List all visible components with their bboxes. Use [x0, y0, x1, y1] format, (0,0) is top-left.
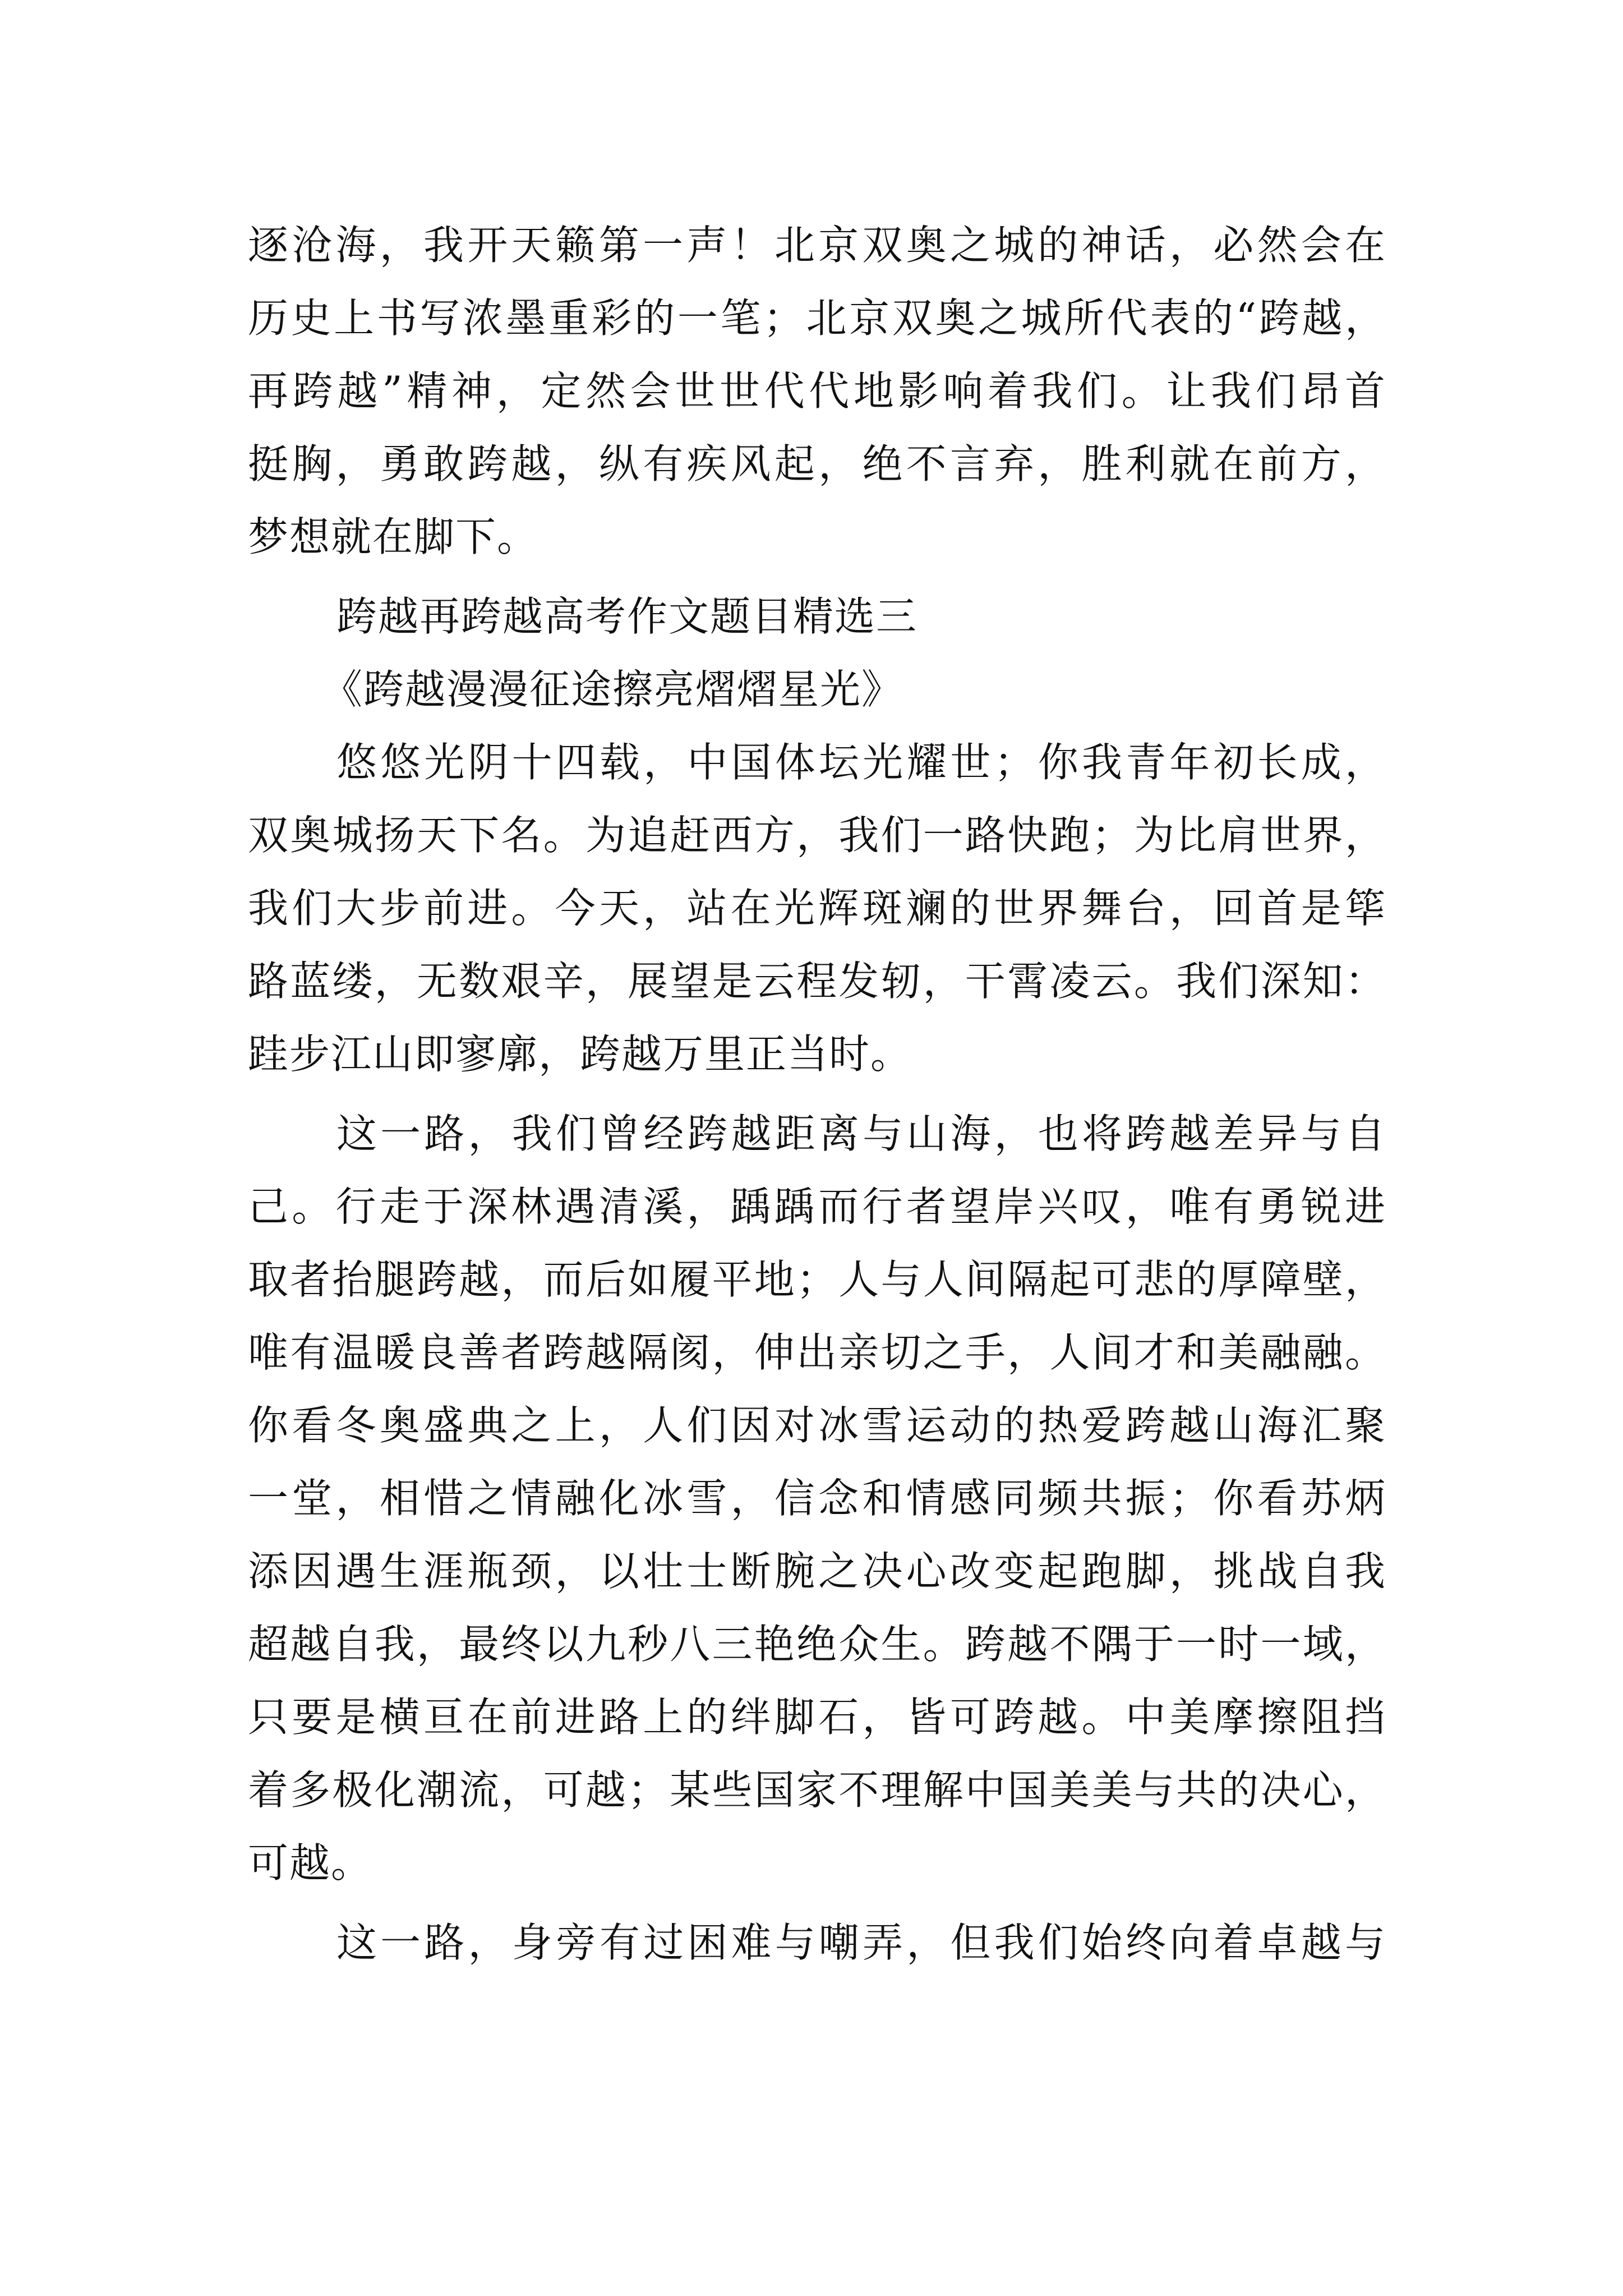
- text-line: 我们大步前进。今天，站在光辉斑斓的世界舞台，回首是筚: [248, 885, 1386, 932]
- paragraph: [248, 726, 1386, 1091]
- paragraph: [248, 1097, 1386, 1899]
- paragraph: [248, 1906, 1386, 1979]
- text-line: 路蓝缕，无数艰辛，展望是云程发轫，干霄凌云。我们深知：: [248, 958, 1386, 1005]
- section-heading: [248, 580, 1386, 653]
- document-body: [248, 209, 1386, 1979]
- text-line: 这一路，我们曾经跨越距离与山海，也将跨越差异与自: [336, 1110, 1386, 1157]
- text-line: 挺胸，勇敢跨越，纵有疾风起，绝不言弃，胜利就在前方，: [248, 440, 1386, 487]
- text-line: 这一路，身旁有过困难与嘲弄，但我们始终向着卓越与: [336, 1919, 1386, 1966]
- text-line: 超越自我，最终以九秒八三艳绝众生。跨越不隅于一时一域，: [248, 1621, 1386, 1668]
- text-line: 取者抬腿跨越，而后如履平地；人与人间隔起可悲的厚障壁，: [248, 1256, 1386, 1303]
- text-line: 添因遇生涯瓶颈，以壮士断腕之决心改变起跑脚，挑战自我: [248, 1548, 1386, 1595]
- spacer: [248, 573, 1386, 580]
- text-line: 悠悠光阴十四载，中国体坛光耀世；你我青年初长成，: [336, 739, 1386, 786]
- text-line: 一堂，相惜之情融化冰雪，信念和情感同频共振；你看苏炳: [248, 1475, 1386, 1522]
- text-line: 你看冬奥盛典之上，人们因对冰雪运动的热爱跨越山海汇聚: [248, 1402, 1386, 1449]
- text-line: 跬步江山即寥廓，跨越万里正当时。: [248, 1030, 912, 1078]
- spacer: [248, 1091, 1386, 1097]
- spacer: [248, 1899, 1386, 1906]
- text-line: 己。行走于深林遇清溪，踽踽而行者望岸兴叹，唯有勇锐进: [248, 1183, 1386, 1230]
- text-line: 可越。: [248, 1839, 373, 1887]
- heading-line: 跨越再跨越高考作文题目精选三: [336, 593, 918, 640]
- text-line: 再跨越”精神，定然会世世代代地影响着我们。让我们昂首: [248, 367, 1386, 415]
- text-line: 着多极化潮流，可越；某些国家不理解中国美美与共的决心，: [248, 1766, 1386, 1814]
- title-line: 《跨越漫漫征途擦亮熠熠星光》: [322, 666, 903, 713]
- text-line: 梦想就在脚下。: [248, 513, 539, 560]
- text-line: 唯有温暖良善者跨越隔阂，伸出亲切之手，人间才和美融融。: [248, 1329, 1386, 1376]
- text-line: 历史上书写浓墨重彩的一笔；北京双奥之城所代表的“跨越，: [248, 295, 1386, 342]
- text-line: 逐沧海，我开天籁第一声！北京双奥之城的神话，必然会在: [248, 222, 1386, 269]
- text-line: 只要是横亘在前进路上的绊脚石，皆可跨越。中美摩擦阻挡: [248, 1694, 1386, 1741]
- essay-title: [248, 653, 1386, 726]
- text-line: 双奥城扬天下名。为追赶西方，我们一路快跑；为比肩世界，: [248, 812, 1386, 859]
- paragraph: [248, 209, 1386, 573]
